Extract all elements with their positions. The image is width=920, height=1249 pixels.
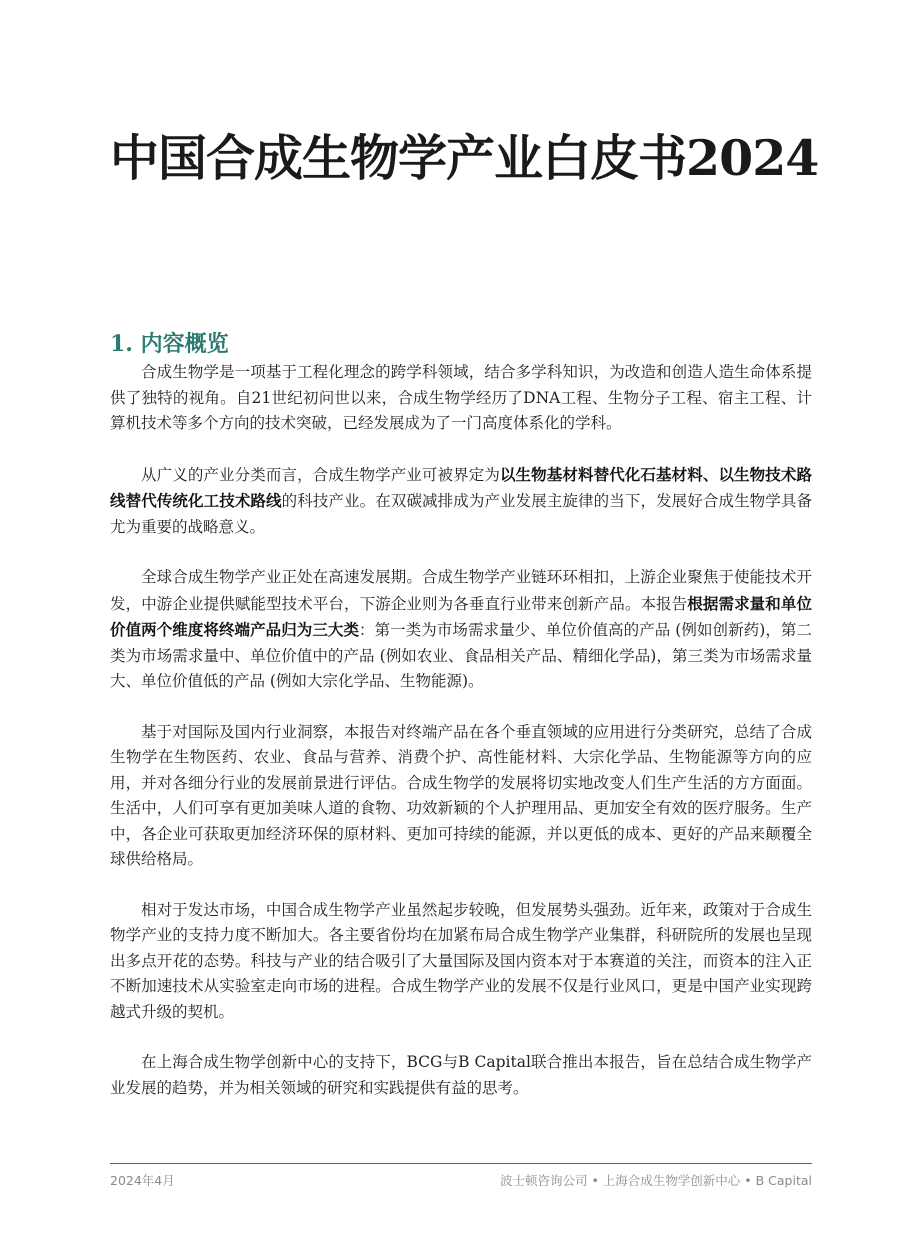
paragraph-text: 合成生物学是一项基于工程化理念的跨学科领域，结合多学科知识，为改造和创造人造生命体系提供了独特的视角。自21世纪初问世以来，合成生物学经历了DNA工程、生物分子工程、宿主工程、计算机技术等多个方向的技术突破，已经发展成为了一门高度体系化的学科。	[110, 363, 812, 432]
body-text	[110, 360, 812, 1126]
paragraph-text: 从广义的产业分类而言，合成生物学产业可被界定为	[141, 465, 500, 484]
section-heading: 1. 内容概览	[110, 331, 229, 358]
paragraph-text: 相对于发达市场，中国合成生物学产业虽然起步较晚，但发展势头强劲。近年来，政策对于合成生物学产业的支持力度不断加大。各主要省份均在加紧布局合成生物学产业集群，科研院所的发展也呈现出多点开花的态势。科技与产业的结合吸引了大量国际及国内资本对于本赛道的关注，而资本的注入正不断加速技术从实验室走向市场的进程。合成生物学产业的发展不仅是行业风口，更是中国产业实现跨越式升级的契机。	[110, 900, 812, 1021]
page-title: 中国合成生物学产业白皮书2024	[110, 128, 819, 187]
footer-divider	[110, 1163, 812, 1164]
paragraph	[110, 1050, 812, 1101]
footer-publishers: 波士顿咨询公司 • 上海合成生物学创新中心 • B Capital	[499, 1173, 812, 1188]
paragraph	[110, 360, 812, 437]
paragraph	[110, 462, 812, 541]
paragraph	[110, 898, 812, 1026]
paragraph	[110, 565, 812, 695]
paragraph-text: 基于对国际及国内行业洞察，本报告对终端产品在各个垂直领域的应用进行分类研究，总结了合成生物学在生物医药、农业、食品与营养、消费个护、高性能材料、大宗化学品、生物能源等方向的应用，并对各细分行业的发展前景进行评估。合成生物学的发展将切实地改变人们生产生活的方方面面。生活中，人们可享有更加美味人道的食物、功效新颖的个人护理用品、更加安全有效的医疗服务。生产中，各企业可获取更加经济环保的原材料、更加可持续的能源，并以更低的成本、更好的产品来颠覆全球供给格局。	[110, 722, 812, 868]
emphasis-text: 以生物基材料替代化石基材料、以生物技术路线替代传统化工技术路线	[110, 464, 812, 510]
paragraph	[110, 720, 812, 873]
emphasis-text: 根据需求量和单位价值两个维度将终端产品归为三大类	[110, 593, 812, 639]
paragraph-text: 的科技产业。在双碳减排成为产业发展主旋律的当下，发展好合成生物学具备尤为重要的战略意义。	[110, 492, 812, 536]
footer-date: 2024年4月	[110, 1173, 175, 1188]
paragraph-text: 在上海合成生物学创新中心的支持下，BCG与B Capital联合推出本报告，旨在总结合成生物学产业发展的趋势，并为相关领域的研究和实践提供有益的思考。	[110, 1053, 812, 1097]
paragraph-text: 全球合成生物学产业正处在高速发展期。合成生物学产业链环环相扣，上游企业聚焦于使能技术开发，中游企业提供赋能型技术平台，下游企业则为各垂直行业带来创新产品。本报告	[110, 568, 812, 613]
paragraph-text: ：第一类为市场需求量少、单位价值高的产品 (例如创新药)，第二类为市场需求量中、单位价值中的产品 (例如农业、食品相关产品、精细化学品)，第三类为市场需求量大、单位价值低的产品 (例如大宗化学品、生物能源)。	[110, 621, 812, 690]
